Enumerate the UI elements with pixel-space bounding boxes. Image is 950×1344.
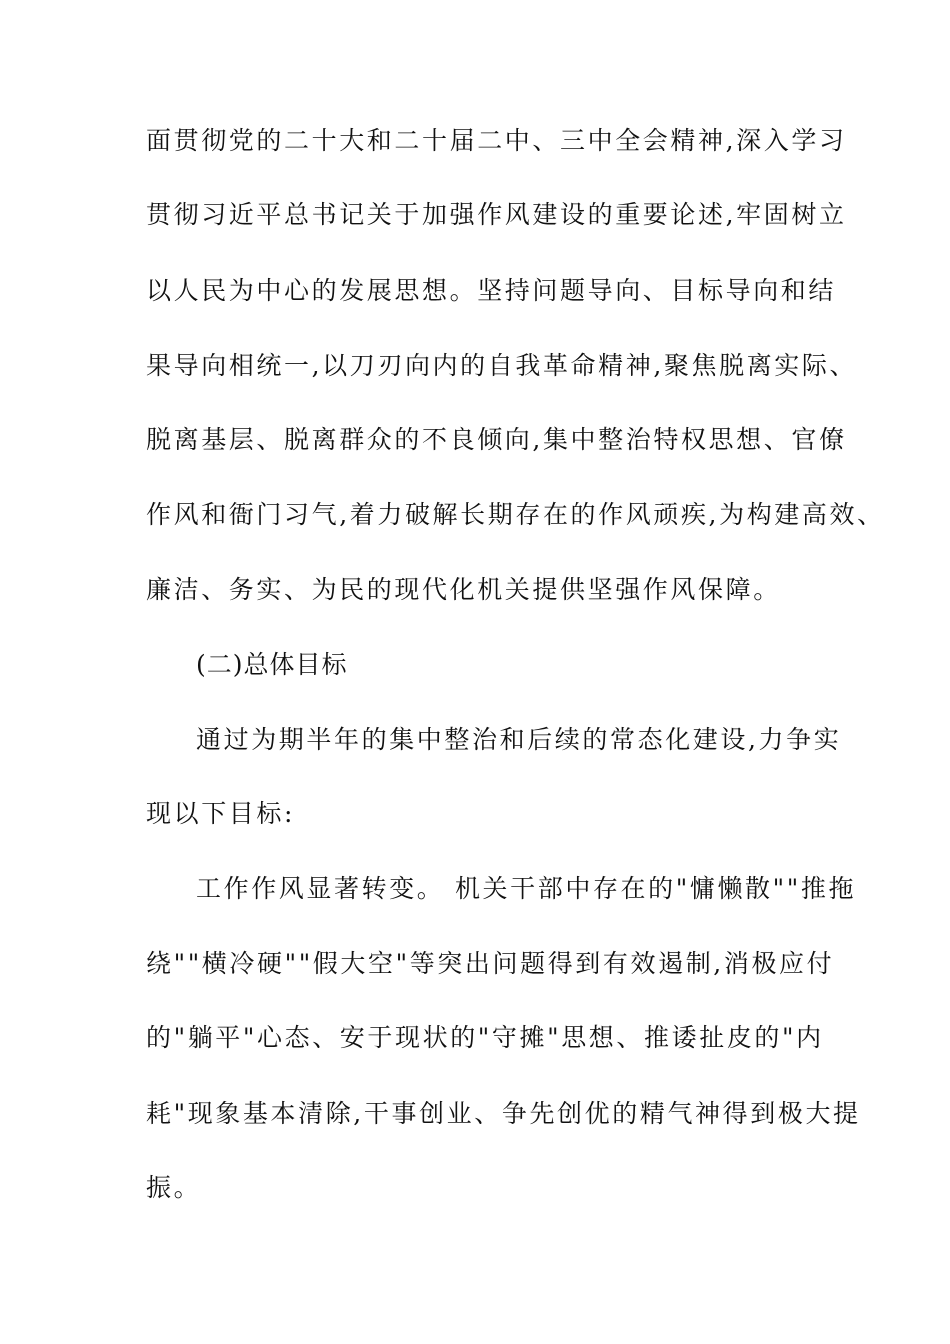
paragraph-line: 通过为期半年的集中整治和后续的常态化建设,力争实 xyxy=(196,725,842,754)
paragraph-line: 振。 xyxy=(146,1173,202,1202)
paragraph-line: 绕""横冷硬""假大空"等突出问题得到有效遏制,消极应付 xyxy=(146,949,835,978)
paragraph-line: 果导向相统一,以刀刃向内的自我革命精神,聚焦脱离实际、 xyxy=(146,351,858,380)
paragraph-line: 廉洁、务实、为民的现代化机关提供坚强作风保障。 xyxy=(146,575,781,604)
paragraph-line: 贯彻习近平总书记关于加强作风建设的重要论述,牢固树立 xyxy=(146,200,847,229)
paragraph-line: 以人民为中心的发展思想。坚持问题导向、目标导向和结 xyxy=(146,276,837,305)
paragraph-line: 工作作风显著转变。 机关干部中存在的"慵懒散""推拖 xyxy=(196,874,857,903)
paragraph-line: 耗"现象基本清除,干事创业、争先创优的精气神得到极大提 xyxy=(146,1099,861,1128)
paragraph-line: 的"躺平"心态、安于现状的"守摊"思想、推诿扯皮的"内 xyxy=(146,1023,824,1052)
paragraph-line: 脱离基层、脱离群众的不良倾向,集中整治特权思想、官僚 xyxy=(146,425,847,454)
paragraph-line: 作风和衙门习气,着力破解长期存在的作风顽疾,为构建高效、 xyxy=(146,500,885,529)
paragraph-line: 现以下目标: xyxy=(146,799,296,828)
section-heading: (二)总体目标 xyxy=(196,650,348,679)
paragraph-line: 面贯彻党的二十大和二十届二中、三中全会精神,深入学习 xyxy=(146,126,847,155)
